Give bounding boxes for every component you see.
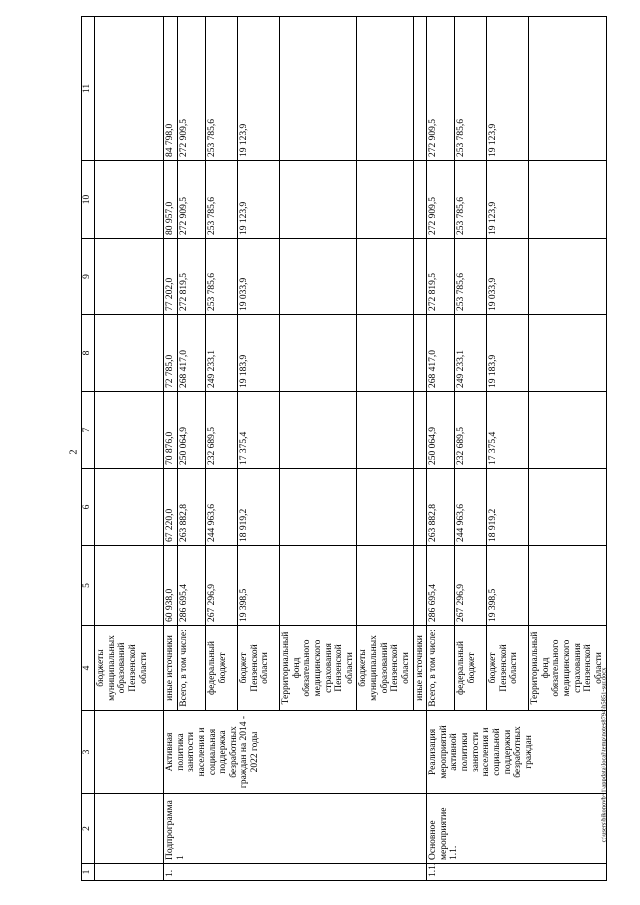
funding-source-cell: Всего, в том числе: [178,626,206,711]
header-row [82,17,95,881]
value-cell: 272 909,5 [178,161,206,239]
value-cell: 272 909,5 [178,17,206,161]
funding-table [81,16,607,881]
header-cell-8: 8 [82,315,95,392]
value-cell: 72 785,0 [164,315,178,392]
header-cell-5: 5 [82,546,95,626]
value-cell: 19 033,9 [487,239,529,315]
value-cell [413,469,427,546]
name-cell: Основное мероприятие 1.1. [427,794,606,864]
value-cell [529,469,606,546]
value-cell: 17 375,4 [487,392,529,469]
code-cell [95,864,164,881]
value-cell: 60 938,0 [164,546,178,626]
value-cell: 18 919,2 [238,469,280,546]
header-cell-6: 6 [82,469,95,546]
value-cell: 19 123,9 [487,17,529,161]
value-cell: 253 785,6 [455,239,487,315]
value-cell [413,546,427,626]
value-cell: 19 123,9 [487,161,529,239]
value-cell [357,17,413,161]
header-cell-4: 4 [82,626,95,711]
value-cell: 19 183,9 [238,315,280,392]
value-cell [413,392,427,469]
value-cell: 18 919,2 [487,469,529,546]
value-cell: 253 785,6 [206,17,238,161]
value-cell [529,315,606,392]
value-cell: 244 963,6 [206,469,238,546]
value-cell: 232 689,5 [206,392,238,469]
value-cell: 244 963,6 [455,469,487,546]
value-cell: 249 233,1 [206,315,238,392]
code-cell: 1.1. [427,864,606,881]
value-cell [280,469,357,546]
value-cell [280,17,357,161]
value-cell: 249 233,1 [455,315,487,392]
value-cell: 272 819,5 [427,239,455,315]
page-number: 2 [68,449,80,455]
value-cell: 19 183,9 [487,315,529,392]
value-cell: 77 202,0 [164,239,178,315]
value-cell: 268 417,0 [427,315,455,392]
value-cell [529,239,606,315]
header-cell-3: 3 [82,711,95,794]
value-cell: 19 123,9 [238,17,280,161]
funding-source-cell: Территориальный фонд обязательного медицинского страхования Пензенской области [529,626,606,711]
value-cell [357,469,413,546]
value-cell [357,546,413,626]
value-cell: 263 882,8 [178,469,206,546]
value-cell [529,161,606,239]
value-cell: 286 695,4 [178,546,206,626]
value-cell: 19 033,9 [238,239,280,315]
funding-source-cell: Территориальный фонд обязательного медицинского страхования Пензенской области [280,626,357,711]
funding-source-cell: федеральный бюджет [455,626,487,711]
value-cell [413,161,427,239]
value-cell: 84 798,0 [164,17,178,161]
value-cell: 70 876,0 [164,392,178,469]
value-cell [357,392,413,469]
header-cell-2: 2 [82,794,95,864]
value-cell [413,239,427,315]
funding-source-cell: федеральный бюджет [206,626,238,711]
value-cell: 253 785,6 [455,161,487,239]
value-cell [413,315,427,392]
value-cell [280,161,357,239]
value-cell: 272 909,5 [427,161,455,239]
value-cell: 19 398,5 [487,546,529,626]
value-cell [529,546,606,626]
value-cell: 67 220,0 [164,469,178,546]
value-cell [95,161,164,239]
value-cell [95,17,164,161]
table-row [427,17,455,881]
table-row-continuation [95,17,164,881]
funding-source-cell: иные источники [413,626,427,711]
value-cell [529,392,606,469]
header-cell-9: 9 [82,239,95,315]
table-row [164,17,178,881]
value-cell [357,161,413,239]
title-cell: Реализация мероприятий активной политики занятости населения и социальной поддержки безработных граждан [427,711,606,794]
value-cell [413,17,427,161]
value-cell: 250 064,9 [427,392,455,469]
value-cell: 263 882,8 [427,469,455,546]
value-cell [280,546,357,626]
code-cell: 1. [164,864,427,881]
name-cell [95,794,164,864]
value-cell: 272 909,5 [427,17,455,161]
funding-source-cell: иные источники [164,626,178,711]
value-cell: 19 123,9 [238,161,280,239]
header-cell-7: 7 [82,392,95,469]
value-cell [280,315,357,392]
value-cell: 272 819,5 [178,239,206,315]
value-cell [280,239,357,315]
value-cell [280,392,357,469]
value-cell: 253 785,6 [206,239,238,315]
value-cell [95,315,164,392]
value-cell: 253 785,6 [206,161,238,239]
funding-source-cell: Всего, в том числе: [427,626,455,711]
value-cell: 267 296,9 [206,546,238,626]
title-cell [95,711,164,794]
value-cell [357,315,413,392]
value-cell: 80 957,0 [164,161,178,239]
value-cell: 19 398,5 [238,546,280,626]
table-body [82,17,607,881]
value-cell: 253 785,6 [455,17,487,161]
value-cell [95,239,164,315]
value-cell [357,239,413,315]
header-cell-10: 10 [82,161,95,239]
value-cell [529,17,606,161]
value-cell: 268 417,0 [178,315,206,392]
value-cell: 17 375,4 [238,392,280,469]
value-cell: 267 296,9 [455,546,487,626]
value-cell [95,392,164,469]
value-cell: 286 695,4 [427,546,455,626]
name-cell: Подпрограмма 1 [164,794,427,864]
title-cell: Активная политика занятости населения и социальная поддержка безработных граждан на 2014 - 2022 годы [164,711,427,794]
funding-source-cell: бюджеты муниципальных образований Пензенской области [95,626,164,711]
value-cell: 232 689,5 [455,392,487,469]
funding-source-cell: бюджет Пензенской области [238,626,280,711]
value-cell [95,546,164,626]
value-cell: 250 064,9 [178,392,206,469]
value-cell [95,469,164,546]
header-cell-11: 11 [82,17,95,161]
funding-source-cell: бюджеты муниципальных образований Пензенской области [357,626,413,711]
footer-file-path: c:\users\bikonovb~1\appdata\local\temp\notes8794\h5851-sur.docx [600,667,608,843]
funding-source-cell: бюджет Пензенской области [487,626,529,711]
header-cell-1: 1 [82,864,95,881]
